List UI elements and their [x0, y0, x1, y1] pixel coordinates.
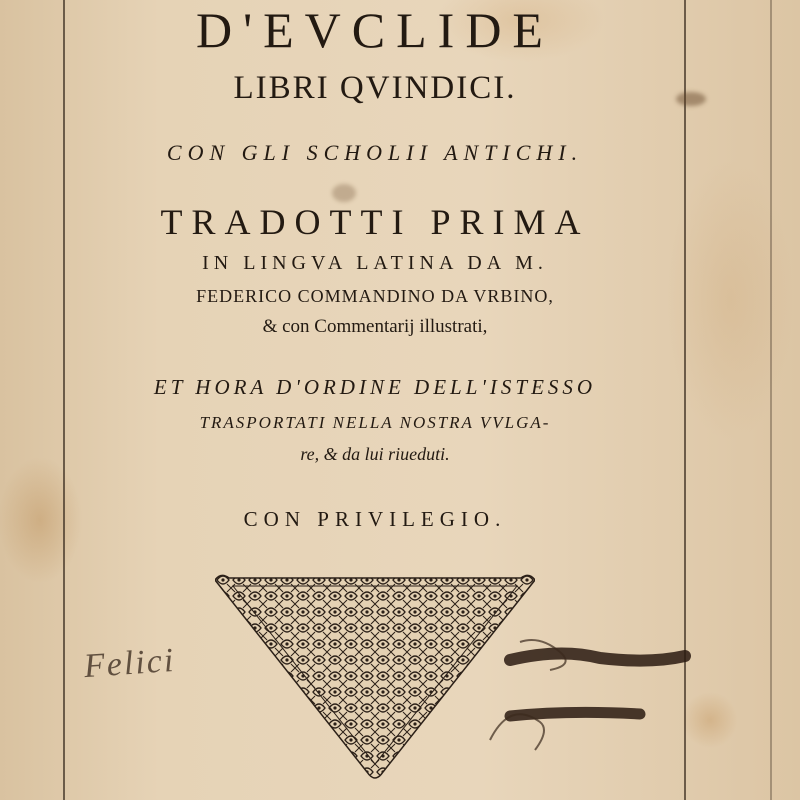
et-hora-line: ET HORA D'ORDINE DELL'ISTESSO: [153, 375, 597, 399]
handwritten-note: Felici: [82, 641, 177, 686]
lingua-line: IN LINGVA LATINA DA M.: [202, 252, 548, 274]
commentary-line: & con Commentarij illustrati,: [262, 316, 488, 337]
book-subtitle: LIBRI QVINDICI.: [233, 70, 517, 106]
privilegio-line: CON PRIVILEGIO.: [243, 507, 507, 531]
scholii-line: CON GLI SCHOLII ANTICHI.: [166, 140, 584, 165]
ink-strikethrough: [480, 630, 710, 760]
trasportati-line: TRASPORTATI NELLA NOSTRA VVLGA-: [199, 413, 551, 432]
book-title: D'EVCLIDE: [196, 2, 554, 58]
outer-page-edge: [770, 0, 772, 800]
riveduti-line: re, & da lui riueduti.: [300, 444, 450, 464]
translator-line: FEDERICO COMMANDINO DA VRBINO,: [196, 286, 554, 306]
tradotti-line: TRADOTTI PRIMA: [160, 202, 590, 242]
